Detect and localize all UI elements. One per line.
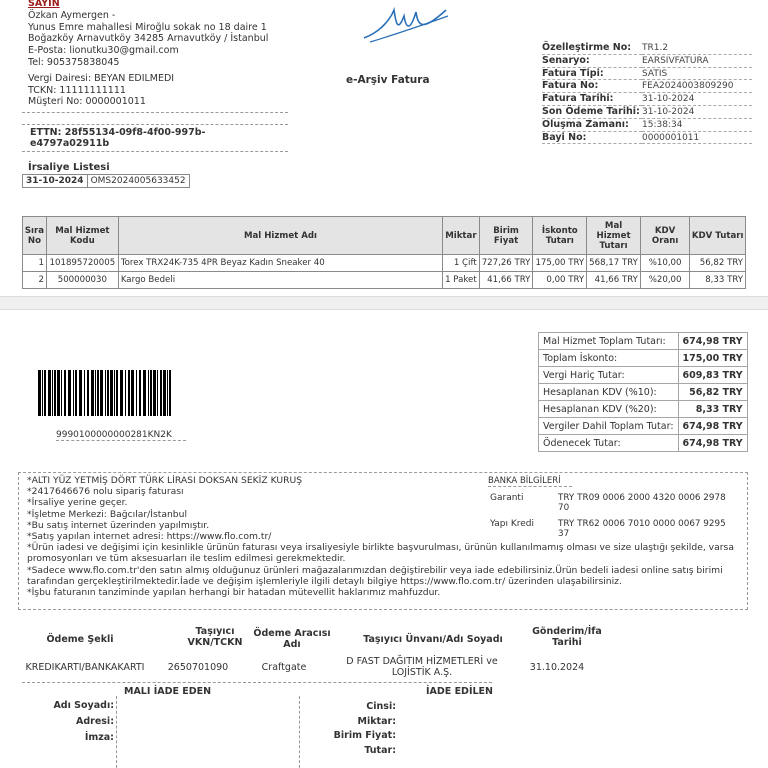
payment-value: KREDIKARTI/BANKAKARTI [25, 662, 145, 673]
table-cell: 568,17 TRY [587, 255, 641, 272]
barcode-bar [44, 370, 46, 416]
bank-iban: TRY TR09 0006 2000 4320 0006 2978 70 [558, 493, 726, 513]
totals-value: 674,98 TRY [678, 435, 747, 452]
info-row [542, 93, 752, 106]
note-line: *2417646676 nolu sipariş faturası [27, 486, 184, 498]
note-line: *Satış yapılan internet adresi: https://www.flo.com.tr/ [27, 531, 272, 543]
seller-customer-no: Müşteri No: 0000001011 [28, 96, 146, 108]
table-cell: 56,82 TRY [690, 255, 746, 272]
barcode-bar [105, 370, 106, 416]
barcode-bar [150, 370, 152, 416]
info-value: 31-10-2024 [642, 93, 752, 106]
return-left-title: MALI İADE EDEN [124, 686, 212, 697]
barcode-bar [42, 370, 43, 416]
barcode-bar [61, 370, 62, 416]
info-label: Fatura Tipi: [542, 68, 642, 81]
table-cell: 41,66 TRY [479, 272, 533, 289]
page-break [0, 296, 768, 310]
barcode-bar [143, 370, 146, 416]
return-left-box [116, 696, 300, 768]
info-row [542, 55, 752, 68]
table-cell: 175,00 TRY [533, 255, 587, 272]
totals-table [538, 332, 748, 452]
note-line: *Ürün iadesi ve değişimi için kesinlikle ürünün faturası veya irsaliyesiyle birlikte başvurulması, ürünün kullanılmamış olması ve size ulaştığı şekilde, varsa promosyonları ve tüm aksesuarları ile teslim edilmesi gerekmektedir. [27, 542, 734, 565]
info-label: Oluşma Zamanı: [542, 119, 642, 132]
info-value: 15:38:34 [642, 119, 752, 132]
return-left-labels [24, 698, 114, 746]
barcode-bar [57, 370, 60, 416]
totals-row [539, 418, 748, 435]
table-cell: 41,66 TRY [587, 272, 641, 289]
note-line: *İrsaliye yerine geçer. [27, 497, 128, 509]
payment-table [22, 620, 748, 680]
info-label: Özelleştirme No: [542, 42, 642, 55]
totals-value: 609,83 TRY [678, 367, 747, 384]
info-row [542, 68, 752, 81]
table-cell: %10,00 [640, 255, 689, 272]
items-header-cell: Mal Hizmet Kodu [46, 217, 118, 255]
info-label: Fatura No: [542, 80, 642, 93]
info-label: Fatura Tarihi: [542, 93, 642, 106]
barcode-number: 9990100000000281KN2K [56, 430, 186, 441]
barcode-bar [139, 370, 141, 416]
return-right-title: İADE EDİLEN [426, 686, 493, 697]
payment-value: Craftgate [261, 662, 307, 673]
totals-label: Ödenecek Tutar: [539, 435, 679, 452]
info-label: Senaryo: [542, 55, 642, 68]
table-row [23, 272, 746, 289]
info-row [542, 42, 752, 55]
return-left-label: Adresi: [76, 716, 114, 727]
barcode-bar [54, 370, 56, 416]
table-cell: 2 [23, 272, 47, 289]
barcode-bar [79, 370, 82, 416]
seller-email: E-Posta: lionutku30@gmail.com [28, 45, 179, 57]
items-header-cell: Sıra No [23, 217, 47, 255]
barcode-bar [167, 370, 168, 416]
barcode-bar [160, 370, 162, 416]
payment-header: Gönderim/İfa Tarihi [532, 626, 602, 648]
payment-value: 2650701090 [167, 662, 229, 673]
barcode-bar [73, 370, 74, 416]
barcode-bar [95, 370, 96, 416]
totals-row [539, 333, 748, 350]
barcode-bar [68, 370, 71, 416]
barcode-bar [75, 370, 77, 416]
totals-label: Mal Hizmet Toplam Tutarı: [539, 333, 679, 350]
info-label: Bayi No: [542, 132, 642, 145]
barcode-bar [153, 370, 156, 416]
info-label: Son Ödeme Tarihi: [542, 106, 642, 119]
seller-tckn: TCKN: 11111111111 [28, 84, 126, 96]
info-row [542, 106, 752, 119]
barcode-bar [157, 370, 158, 416]
info-value: EARSIVFATURA [642, 55, 752, 68]
return-right-label: Cinsi: [366, 701, 396, 712]
return-left-label: Adı Soyadı: [53, 700, 114, 711]
barcode-bar [107, 370, 109, 416]
info-value: SATIS [642, 68, 752, 81]
items-header-cell: İskonto Tutarı [533, 217, 587, 255]
seller-phone: Tel: 905375838045 [28, 56, 120, 68]
payment-value: 31.10.2024 [529, 662, 585, 673]
note-line: *İşletme Merkezi: Bağcılar/İstanbul [27, 508, 187, 520]
return-left-label: İmza: [84, 732, 114, 743]
bank-title: BANKA BİLGİLERİ [488, 476, 572, 487]
signature-icon [360, 2, 450, 46]
payment-divider [22, 682, 492, 683]
payment-header: Taşıyıcı VKN/TCKN [187, 626, 243, 648]
totals-label: Hesaplanan KDV (%10): [539, 384, 679, 401]
barcode-bar [131, 370, 134, 416]
table-cell: 8,33 TRY [690, 272, 746, 289]
table-cell: Kargo Bedeli [118, 272, 442, 289]
table-cell: Torex TRX24K-735 4PR Beyaz Kadın Sneaker 40 [118, 255, 442, 272]
barcode-bar [125, 370, 126, 416]
document-title: e-Arşiv Fatura [346, 74, 430, 86]
table-cell: 1 Paket [443, 272, 480, 289]
seller-address-1: Yunus Emre mahallesi Miroğlu sokak no 18 daire 1 [28, 21, 267, 33]
info-row [542, 119, 752, 132]
bank-name: Yapı Kredi [490, 519, 535, 529]
seller-block [28, 0, 278, 108]
totals-row [539, 435, 748, 452]
info-value: 0000001011 [642, 132, 752, 145]
totals-row [539, 350, 748, 367]
table-cell: 727,26 TRY [479, 255, 533, 272]
return-right-label: Birim Fiyat: [333, 730, 396, 741]
payment-value: D FAST DAĞITIM HİZMETLERİ ve LOJİSTİK A.Ş. [346, 656, 498, 678]
items-header-cell: Mal Hizmet Adı [118, 217, 442, 255]
totals-row [539, 367, 748, 384]
barcode-bar [48, 370, 51, 416]
return-right-label: Tutar: [364, 744, 396, 756]
items-header-cell: KDV Tutarı [690, 217, 746, 255]
note-line: *Bu satış internet üzerinden yapılmıştır. [27, 519, 210, 531]
bank-row [484, 493, 744, 513]
barcode-bar [87, 370, 89, 416]
seller-name: Özkan Aymergen - [28, 9, 116, 21]
payment-header: Ödeme Şekli [46, 634, 114, 645]
bank-name: Garanti [490, 493, 524, 503]
items-table [22, 216, 746, 289]
totals-label: Vergiler Dahil Toplam Tutar: [539, 418, 679, 435]
table-cell: 1 [23, 255, 47, 272]
irsaliye-date: 31-10-2024 [23, 175, 88, 187]
barcode-bar [91, 370, 94, 416]
info-row [542, 132, 752, 145]
table-cell: 101895720005 [46, 255, 118, 272]
seller-tax-office: Vergi Dairesi: BEYAN EDILMEDI [28, 72, 175, 84]
totals-label: Vergi Hariç Tutar: [539, 367, 679, 384]
table-cell: 500000030 [46, 272, 118, 289]
irsaliye-title: İrsaliye Listesi [28, 162, 110, 173]
barcode-bar [169, 370, 171, 416]
barcode-bar [100, 370, 103, 416]
info-value: FEA2024003809290 [642, 80, 752, 93]
totals-value: 175,00 TRY [678, 350, 747, 367]
bank-iban: TRY TR62 0006 7010 0000 0067 9295 37 [558, 519, 726, 539]
barcode-bar [128, 370, 130, 416]
table-row [23, 255, 746, 272]
totals-row [539, 384, 748, 401]
note-line: *ALTI YÜZ YETMİŞ DÖRT TÜRK LİRASI DOKSAN SEKİZ KURUŞ [27, 475, 303, 486]
payment-header: Taşıyıcı Ünvanı/Adı Soyadı [363, 634, 503, 645]
table-cell: %20,00 [640, 272, 689, 289]
barcode-icon [36, 370, 176, 416]
seller-divider [22, 112, 288, 113]
totals-label: Hesaplanan KDV (%20): [539, 401, 679, 418]
barcode-bar [120, 370, 123, 416]
totals-label: Toplam İskonto: [539, 350, 679, 367]
barcode-bar [38, 370, 41, 416]
note-line: *Sadece www.flo.com.tr'den satın almış olduğunuz ürünleri mağazalarımızdan değiştirebilir veya iade edebilirsiniz.Ürün bedeli iadesi online satış birimi tarafından gerçekleştirilmektedir.İade ve değişim işlemleriyle ilgili detaylı bilgiye https://www.flo.com.tr/ üzerinden ulaşabilirsiniz. [27, 564, 723, 587]
barcode-bar [114, 370, 115, 416]
barcode-bar [110, 370, 113, 416]
totals-value: 8,33 TRY [678, 401, 747, 418]
barcode-bar [163, 370, 166, 416]
note-line: *İşbu faturanın tanziminde yapılan herhangi bir hatadan mütevellit haklarımız mahfuzdur. [27, 587, 441, 599]
barcode-bar [148, 370, 149, 416]
barcode-bar [64, 370, 66, 416]
items-header-cell: Birim Fiyat [479, 217, 533, 255]
info-value: 31-10-2024 [642, 106, 752, 119]
payment-header: Ödeme Aracısı Adı [253, 628, 331, 650]
return-right-labels [320, 700, 396, 758]
info-row [542, 80, 752, 93]
bank-row [484, 519, 744, 539]
totals-value: 674,98 TRY [678, 333, 747, 350]
barcode-bar [116, 370, 118, 416]
items-header-cell: KDV Oranı [640, 217, 689, 255]
return-right-label: Miktar: [357, 715, 396, 727]
info-value: TR1.2 [642, 42, 752, 55]
barcode-bar [84, 370, 85, 416]
table-cell: 1 Çift [443, 255, 480, 272]
totals-value: 674,98 TRY [678, 418, 747, 435]
barcode-bar [52, 370, 53, 416]
totals-row [539, 401, 748, 418]
items-header-cell: Mal Hizmet Tutarı [587, 217, 641, 255]
totals-value: 56,82 TRY [678, 384, 747, 401]
barcode-bar [136, 370, 137, 416]
irsaliye-row [22, 174, 190, 188]
invoice-info [542, 42, 752, 144]
seller-title: SAYIN [28, 0, 60, 9]
seller-address-2: Boğazköy Arnavutköy 34285 Arnavutköy / İstanbul [28, 33, 269, 45]
ettn [22, 124, 288, 152]
barcode-bar [97, 370, 99, 416]
items-header-cell: Miktar [443, 217, 480, 255]
bank-info [484, 476, 744, 539]
irsaliye-number: OMS2024005633452 [90, 176, 186, 186]
table-cell: 0,00 TRY [533, 272, 587, 289]
ettn-value: ETTN: 28f55134-09f8-4f00-997b-e4797a02911b [30, 127, 206, 149]
